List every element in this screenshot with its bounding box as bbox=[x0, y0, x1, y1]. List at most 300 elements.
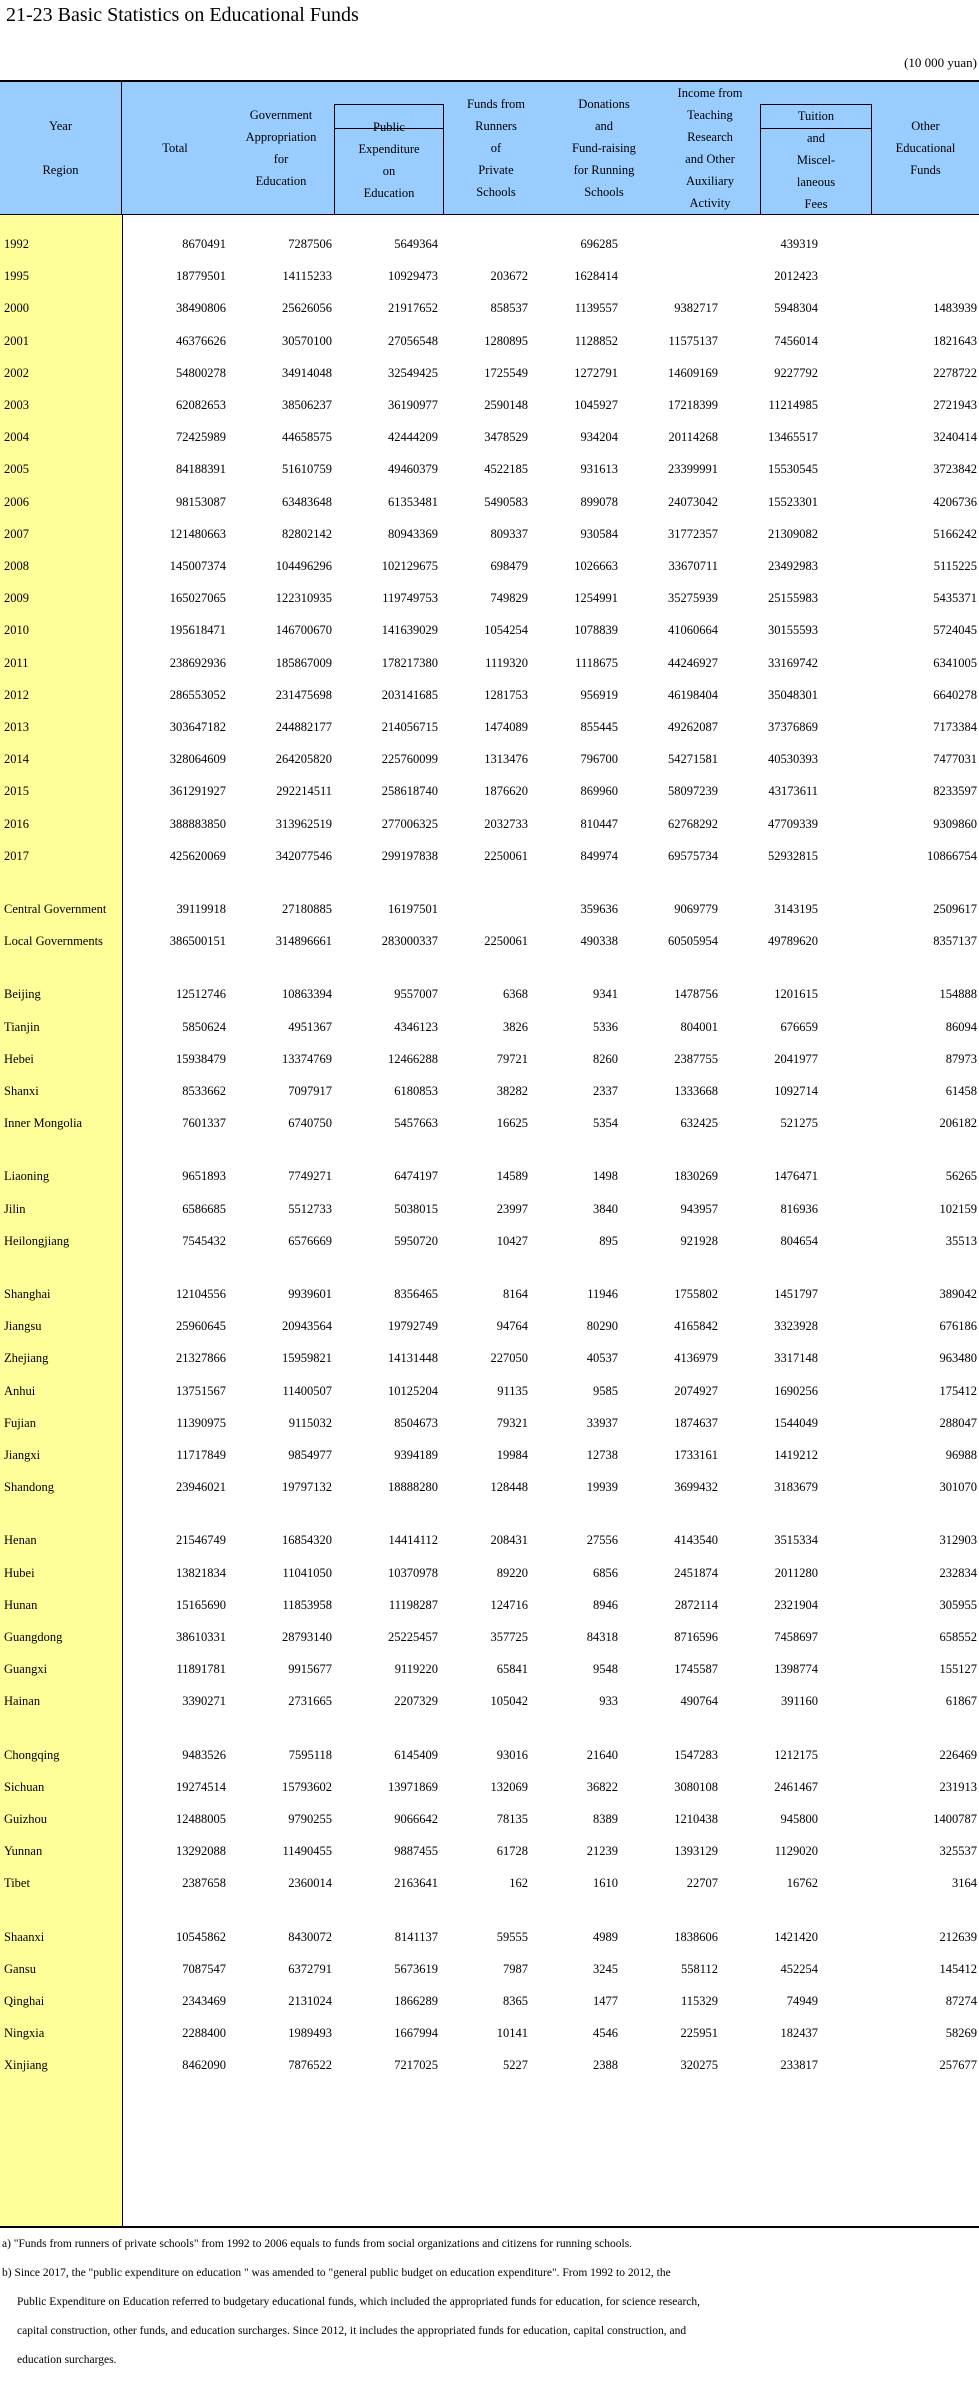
table-cell: 40530393 bbox=[768, 752, 818, 767]
row-label: Hunan bbox=[4, 1597, 38, 1612]
table-row bbox=[0, 1740, 979, 1772]
table-cell: 2451874 bbox=[674, 1565, 718, 1580]
table-cell: 930584 bbox=[580, 526, 618, 541]
table-row bbox=[0, 1311, 979, 1343]
row-label: Gansu bbox=[4, 1961, 36, 1976]
table-cell: 632425 bbox=[680, 1116, 718, 1131]
table-cell: 1280895 bbox=[484, 333, 528, 348]
table-cell: 6740750 bbox=[288, 1116, 332, 1131]
table-cell: 2163641 bbox=[394, 1876, 438, 1891]
table-cell: 54800278 bbox=[176, 365, 226, 380]
row-label: Tibet bbox=[4, 1876, 30, 1891]
table-cell: 312903 bbox=[939, 1533, 977, 1548]
row-label: Shanghai bbox=[4, 1287, 51, 1301]
table-cell: 521275 bbox=[780, 1116, 818, 1131]
table-cell: 698479 bbox=[490, 559, 528, 573]
table-cell: 35513 bbox=[945, 1233, 977, 1248]
header-donations: Donations and Fund-raising for Running Schools bbox=[572, 97, 636, 199]
table-cell: 8670491 bbox=[182, 237, 226, 251]
table-cell: 63483648 bbox=[282, 494, 332, 509]
table-cell: 59555 bbox=[496, 1929, 528, 1944]
table-cell: 9341 bbox=[593, 987, 618, 1002]
table-row bbox=[0, 1376, 979, 1408]
table-cell: 54271581 bbox=[668, 752, 718, 767]
table-cell: 98153087 bbox=[176, 494, 226, 509]
table-cell: 18888280 bbox=[388, 1480, 438, 1495]
table-cell: 15793602 bbox=[282, 1779, 332, 1794]
table-cell: 14609169 bbox=[668, 365, 718, 380]
table-cell: 325537 bbox=[939, 1844, 977, 1859]
table-cell: 13374769 bbox=[282, 1051, 332, 1066]
table-cell: 7749271 bbox=[288, 1169, 332, 1184]
table-cell: 4136979 bbox=[674, 1351, 718, 1366]
table-cell: 931613 bbox=[580, 462, 618, 477]
table-cell: 15938479 bbox=[176, 1051, 226, 1066]
table-row bbox=[0, 583, 979, 615]
table-cell: 16854320 bbox=[282, 1533, 332, 1548]
table-cell: 1026663 bbox=[574, 559, 618, 573]
table-cell: 6180853 bbox=[394, 1084, 438, 1098]
row-label: Shaanxi bbox=[4, 1929, 45, 1944]
table-cell: 61458 bbox=[945, 1084, 977, 1098]
row-label: 1995 bbox=[4, 269, 29, 284]
row-label: Zhejiang bbox=[4, 1351, 49, 1366]
table-cell: 2250061 bbox=[484, 934, 528, 949]
table-cell: 1838606 bbox=[674, 1929, 718, 1944]
table-cell: 1118675 bbox=[575, 655, 618, 670]
table-cell: 1830269 bbox=[674, 1169, 718, 1184]
header-income-teaching-research: Income from Teaching Research and Other Auxiliary Activity bbox=[677, 86, 743, 210]
table-row bbox=[0, 1343, 979, 1375]
table-cell: 7545432 bbox=[182, 1233, 226, 1248]
table-cell: 87274 bbox=[945, 1994, 977, 2008]
table-cell: 2731665 bbox=[288, 1694, 332, 1709]
row-label: Central Government bbox=[4, 902, 107, 916]
table-cell: 28793140 bbox=[282, 1630, 332, 1644]
table-cell: 8389 bbox=[593, 1812, 618, 1826]
table-cell: 5457663 bbox=[394, 1116, 438, 1131]
table-cell: 313962519 bbox=[275, 816, 332, 831]
table-cell: 79721 bbox=[496, 1051, 528, 1066]
table-cell: 84188391 bbox=[176, 462, 226, 477]
table-cell: 1128852 bbox=[574, 333, 618, 348]
table-cell: 676659 bbox=[780, 1019, 818, 1034]
table-cell: 9227792 bbox=[774, 365, 818, 380]
table-cell: 226469 bbox=[939, 1747, 977, 1762]
table-cell: 87973 bbox=[945, 1051, 977, 1066]
table-cell: 212639 bbox=[939, 1929, 977, 1944]
table-cell: 238692936 bbox=[169, 655, 226, 670]
table-cell: 342077546 bbox=[275, 848, 332, 863]
table-cell: 895 bbox=[599, 1233, 618, 1248]
header-other-funds: Other Educational Funds bbox=[895, 119, 956, 177]
table-cell: 283000337 bbox=[381, 934, 438, 949]
table-cell: 3515334 bbox=[774, 1533, 818, 1548]
table-cell: 11891781 bbox=[176, 1662, 226, 1677]
table-cell: 121480663 bbox=[169, 526, 226, 541]
row-label: 2012 bbox=[4, 687, 29, 702]
table-cell: 4206736 bbox=[933, 494, 977, 509]
table-cell: 14131448 bbox=[388, 1351, 438, 1366]
row-label: 2001 bbox=[4, 333, 29, 348]
table-row bbox=[0, 1076, 979, 1108]
table-row bbox=[0, 1161, 979, 1193]
row-label: 2015 bbox=[4, 784, 29, 799]
table-cell: 227050 bbox=[490, 1351, 528, 1366]
table-cell: 7287506 bbox=[288, 237, 332, 251]
table-cell: 12104556 bbox=[176, 1287, 226, 1301]
table-cell: 9119220 bbox=[394, 1662, 438, 1677]
table-row bbox=[0, 1986, 979, 2018]
table-cell: 314896661 bbox=[275, 934, 332, 949]
table-cell: 3183679 bbox=[774, 1480, 818, 1495]
row-label: 2000 bbox=[4, 301, 29, 316]
table-cell: 6474197 bbox=[394, 1169, 438, 1184]
table-cell: 23399991 bbox=[668, 462, 718, 477]
table-row bbox=[0, 1012, 979, 1044]
table-cell: 5115225 bbox=[933, 559, 977, 573]
table-cell: 2250061 bbox=[484, 848, 528, 863]
table-cell: 79321 bbox=[496, 1415, 528, 1430]
table-cell: 15523301 bbox=[768, 494, 818, 509]
table-cell: 27056548 bbox=[388, 333, 438, 348]
table-cell: 8141137 bbox=[394, 1929, 438, 1944]
table-cell: 696285 bbox=[580, 237, 618, 251]
table-cell: 10141 bbox=[496, 2026, 528, 2041]
table-cell: 105042 bbox=[490, 1694, 528, 1709]
table-cell: 305955 bbox=[939, 1597, 977, 1612]
table-cell: 82802142 bbox=[282, 526, 332, 541]
table-row bbox=[0, 680, 979, 712]
table-cell: 25225457 bbox=[388, 1630, 438, 1644]
table-cell: 2041977 bbox=[774, 1051, 818, 1066]
table-row bbox=[0, 712, 979, 744]
row-label: 2002 bbox=[4, 365, 29, 380]
table-cell: 320275 bbox=[680, 2058, 718, 2073]
footnotes bbox=[2, 2230, 972, 2375]
table-cell: 2461467 bbox=[774, 1779, 818, 1794]
row-label: Xinjiang bbox=[4, 2058, 48, 2073]
table-cell: 1628414 bbox=[574, 269, 618, 284]
table-cell: 86094 bbox=[945, 1019, 977, 1034]
table-cell: 7477031 bbox=[933, 752, 977, 767]
table-cell: 1876620 bbox=[484, 784, 528, 799]
table-cell: 96988 bbox=[945, 1448, 977, 1462]
table-cell: 933 bbox=[599, 1694, 618, 1709]
table-cell: 84318 bbox=[586, 1630, 618, 1644]
header-total: Total bbox=[162, 141, 188, 155]
table-cell: 162 bbox=[509, 1876, 528, 1891]
table-row bbox=[0, 326, 979, 358]
table-cell: 361291927 bbox=[169, 784, 226, 799]
table-cell: 11400507 bbox=[282, 1383, 332, 1398]
table-cell: 357725 bbox=[490, 1630, 528, 1644]
table-cell: 809337 bbox=[490, 526, 528, 541]
table-cell: 7217025 bbox=[394, 2058, 438, 2073]
table-row bbox=[0, 1108, 979, 1140]
table-cell: 27180885 bbox=[282, 902, 332, 916]
table-cell: 20943564 bbox=[282, 1319, 332, 1334]
table-cell: 956919 bbox=[580, 687, 618, 702]
table-cell: 32549425 bbox=[388, 365, 438, 380]
table-cell: 8504673 bbox=[394, 1415, 438, 1430]
table-cell: 1476471 bbox=[774, 1169, 818, 1184]
table-cell: 9585 bbox=[593, 1383, 618, 1398]
table-cell: 2011280 bbox=[774, 1565, 818, 1580]
table-cell: 945800 bbox=[780, 1812, 818, 1826]
table-cell: 7987 bbox=[503, 1961, 528, 1976]
row-label: Jiangxi bbox=[4, 1448, 41, 1462]
table-cell: 8946 bbox=[593, 1597, 618, 1612]
row-label: Henan bbox=[4, 1533, 37, 1548]
table-cell: 4989 bbox=[593, 1929, 618, 1944]
table-cell: 1474089 bbox=[484, 720, 528, 734]
table-cell: 122310935 bbox=[275, 591, 332, 606]
table-row bbox=[0, 229, 979, 261]
table-cell: 1421420 bbox=[774, 1929, 818, 1944]
table-cell: 58269 bbox=[945, 2026, 977, 2041]
table-cell: 93016 bbox=[496, 1747, 528, 1762]
table-cell: 9382717 bbox=[674, 301, 718, 316]
table-row bbox=[0, 744, 979, 776]
row-label: 2009 bbox=[4, 591, 29, 606]
table-cell: 38282 bbox=[496, 1084, 528, 1098]
table-cell: 94764 bbox=[496, 1319, 528, 1334]
table-cell: 10545862 bbox=[176, 1929, 226, 1944]
table-cell: 439319 bbox=[780, 237, 818, 251]
table-row bbox=[0, 1622, 979, 1654]
table-cell: 25155983 bbox=[768, 591, 818, 606]
table-row bbox=[0, 1044, 979, 1076]
table-cell: 558112 bbox=[680, 1961, 718, 1976]
table-cell: 10929473 bbox=[388, 269, 438, 284]
table-cell: 23492983 bbox=[768, 559, 818, 573]
table-cell: 5950720 bbox=[394, 1233, 438, 1248]
table-row bbox=[0, 293, 979, 325]
table-row bbox=[0, 1686, 979, 1718]
table-cell: 658552 bbox=[939, 1630, 977, 1644]
footnote-b-continued: Public Expenditure on Education referred to budgetary educational funds, which included the appropriated funds for education, for science research, bbox=[17, 2296, 701, 2308]
table-cell: 10370978 bbox=[388, 1565, 438, 1580]
table-cell: 1419212 bbox=[774, 1448, 818, 1462]
table-cell: 9790255 bbox=[288, 1812, 332, 1826]
row-label: Inner Mongolia bbox=[4, 1116, 83, 1131]
table-cell: 25960645 bbox=[176, 1319, 226, 1334]
table-cell: 1725549 bbox=[484, 365, 528, 380]
table-row bbox=[0, 2018, 979, 2050]
table-row bbox=[0, 841, 979, 873]
table-cell: 9309860 bbox=[933, 816, 977, 831]
table-cell: 1313476 bbox=[484, 752, 528, 767]
table-cell: 154888 bbox=[939, 987, 977, 1002]
table-row bbox=[0, 1804, 979, 1836]
table-cell: 7458697 bbox=[774, 1630, 818, 1644]
row-label: Jilin bbox=[4, 1201, 26, 1216]
table-cell: 3723842 bbox=[933, 462, 977, 477]
table-cell: 389042 bbox=[939, 1287, 977, 1301]
table-cell: 676186 bbox=[939, 1319, 977, 1334]
table-cell: 7173384 bbox=[933, 720, 977, 734]
table-cell: 1547283 bbox=[674, 1747, 718, 1762]
table-cell: 185867009 bbox=[275, 655, 332, 670]
table-cell: 231913 bbox=[939, 1779, 977, 1794]
table-cell: 12512746 bbox=[176, 987, 226, 1002]
table-cell: 816936 bbox=[780, 1201, 818, 1216]
table-cell: 9887455 bbox=[394, 1844, 438, 1859]
row-label: 2006 bbox=[4, 494, 29, 509]
table-cell: 1212175 bbox=[774, 1747, 818, 1762]
table-cell: 2288400 bbox=[182, 2026, 226, 2041]
table-cell: 4143540 bbox=[674, 1533, 718, 1548]
table-cell: 145007374 bbox=[169, 559, 226, 573]
table-cell: 796700 bbox=[580, 752, 618, 767]
table-cell: 58097239 bbox=[668, 784, 718, 799]
row-label: 2007 bbox=[4, 526, 29, 541]
table-cell: 1733161 bbox=[674, 1448, 718, 1462]
table-cell: 141639029 bbox=[381, 623, 438, 638]
table-cell: 195618471 bbox=[169, 623, 226, 638]
table-cell: 9651893 bbox=[182, 1169, 226, 1184]
table-cell: 277006325 bbox=[381, 816, 438, 831]
table-cell: 62082653 bbox=[176, 398, 226, 412]
table-cell: 869960 bbox=[580, 784, 618, 799]
table-cell: 12488005 bbox=[176, 1812, 226, 1826]
table-cell: 56265 bbox=[945, 1169, 977, 1184]
table-cell: 124716 bbox=[490, 1597, 528, 1612]
table-cell: 749829 bbox=[490, 591, 528, 606]
table-cell: 8260 bbox=[593, 1051, 618, 1066]
table-cell: 1821643 bbox=[933, 333, 977, 348]
table-cell: 9483526 bbox=[182, 1747, 226, 1762]
table-cell: 43173611 bbox=[768, 784, 818, 799]
row-label: Guangxi bbox=[4, 1662, 48, 1677]
table-row bbox=[0, 894, 979, 926]
row-label: 2016 bbox=[4, 816, 29, 831]
table-row bbox=[0, 519, 979, 551]
table-row bbox=[0, 1408, 979, 1440]
table-cell: 231475698 bbox=[275, 687, 332, 702]
table-cell: 208431 bbox=[490, 1533, 528, 1548]
table-cell: 36190977 bbox=[388, 398, 438, 412]
table-cell: 257677 bbox=[939, 2058, 977, 2073]
table-cell: 8462090 bbox=[182, 2058, 226, 2073]
table-cell: 11946 bbox=[587, 1287, 618, 1301]
table-cell: 386500151 bbox=[169, 934, 226, 949]
table-cell: 146700670 bbox=[275, 623, 332, 638]
row-label: Hubei bbox=[4, 1565, 35, 1580]
table-cell: 301070 bbox=[939, 1480, 977, 1495]
table-cell: 23997 bbox=[496, 1201, 528, 1216]
table-row bbox=[0, 1654, 979, 1686]
table-cell: 9066642 bbox=[394, 1812, 438, 1826]
table-cell: 46198404 bbox=[668, 687, 718, 702]
row-label: Chongqing bbox=[4, 1747, 60, 1762]
row-label: 2011 bbox=[4, 655, 29, 670]
table-cell: 2278722 bbox=[933, 365, 977, 380]
table-cell: 391160 bbox=[780, 1694, 818, 1709]
row-label: Local Governments bbox=[4, 934, 103, 949]
table-cell: 19984 bbox=[496, 1448, 528, 1462]
table-cell: 3699432 bbox=[674, 1480, 718, 1495]
table-cell: 7087547 bbox=[182, 1961, 226, 1976]
footnote-b-continued: capital construction, other funds, and education surcharges. Since 2012, it includes the appropriated funds for education, capital construction, and bbox=[17, 2325, 687, 2337]
row-label: Fujian bbox=[4, 1415, 36, 1430]
table-cell: 9548 bbox=[593, 1662, 618, 1677]
row-label: Heilongjiang bbox=[4, 1233, 70, 1248]
table-cell: 1483939 bbox=[933, 301, 977, 316]
table-cell: 943957 bbox=[680, 1201, 718, 1216]
table-cell: 9394189 bbox=[394, 1448, 438, 1462]
table-cell: 145412 bbox=[939, 1961, 977, 1976]
table-cell: 19274514 bbox=[176, 1779, 226, 1794]
table-cell: 13751567 bbox=[176, 1383, 226, 1398]
table-cell: 1874637 bbox=[674, 1415, 718, 1430]
table-cell: 41060664 bbox=[668, 623, 718, 638]
table-cell: 6586685 bbox=[182, 1201, 226, 1216]
table-cell: 20114268 bbox=[668, 430, 718, 445]
table-cell: 37376869 bbox=[768, 720, 818, 734]
table-cell: 34914048 bbox=[282, 365, 332, 380]
table-cell: 11490455 bbox=[282, 1844, 332, 1859]
table-cell: 2131024 bbox=[288, 1994, 332, 2008]
table-cell: 65841 bbox=[496, 1662, 528, 1677]
table-cell: 2343469 bbox=[182, 1994, 226, 2008]
table-cell: 13971869 bbox=[388, 1779, 438, 1794]
table-cell: 1272791 bbox=[574, 365, 618, 380]
table-cell: 19792749 bbox=[388, 1319, 438, 1334]
footnote-a: a) "Funds from runners of private schools" from 1992 to 2006 equals to funds from social organizations and citizens for running schools. bbox=[2, 2238, 633, 2250]
table-cell: 7097917 bbox=[288, 1084, 332, 1098]
table-cell: 8357137 bbox=[933, 934, 977, 949]
table-cell: 1045927 bbox=[574, 398, 618, 412]
table-cell: 1498 bbox=[593, 1169, 618, 1184]
statistics-table bbox=[0, 80, 979, 2228]
table-cell: 8356465 bbox=[394, 1287, 438, 1301]
table-cell: 963480 bbox=[939, 1351, 977, 1366]
table-cell: 5512733 bbox=[288, 1201, 332, 1216]
table-row bbox=[0, 926, 979, 958]
table-row bbox=[0, 615, 979, 647]
table-cell: 3080108 bbox=[674, 1779, 718, 1794]
table-cell: 13292088 bbox=[176, 1844, 226, 1859]
table-cell: 921928 bbox=[680, 1233, 718, 1248]
table-cell: 1210438 bbox=[674, 1812, 718, 1826]
row-label: Tianjin bbox=[4, 1019, 40, 1034]
table-cell: 5850624 bbox=[182, 1019, 226, 1034]
table-row bbox=[0, 776, 979, 808]
table-cell: 12466288 bbox=[388, 1051, 438, 1066]
table-cell: 244882177 bbox=[275, 720, 332, 734]
table-row bbox=[0, 1558, 979, 1590]
table-cell: 388883850 bbox=[169, 816, 226, 831]
header-tuition-fees: Tuition and Miscel- laneous Fees bbox=[760, 104, 872, 214]
table-cell: 6372791 bbox=[288, 1961, 332, 1976]
table-row bbox=[0, 648, 979, 680]
table-cell: 2012423 bbox=[774, 269, 818, 284]
row-label: Liaoning bbox=[4, 1169, 50, 1184]
table-row bbox=[0, 261, 979, 293]
row-label: 2003 bbox=[4, 398, 29, 412]
table-cell: 1477 bbox=[593, 1994, 618, 2008]
table-header bbox=[0, 82, 979, 215]
row-label: Guizhou bbox=[4, 1812, 48, 1826]
table-cell: 35048301 bbox=[768, 687, 818, 702]
table-cell: 15530545 bbox=[768, 462, 818, 477]
table-cell: 44246927 bbox=[668, 655, 718, 670]
row-label: Hainan bbox=[4, 1694, 41, 1709]
table-cell: 22707 bbox=[686, 1876, 718, 1891]
table-cell: 2207329 bbox=[394, 1694, 438, 1709]
